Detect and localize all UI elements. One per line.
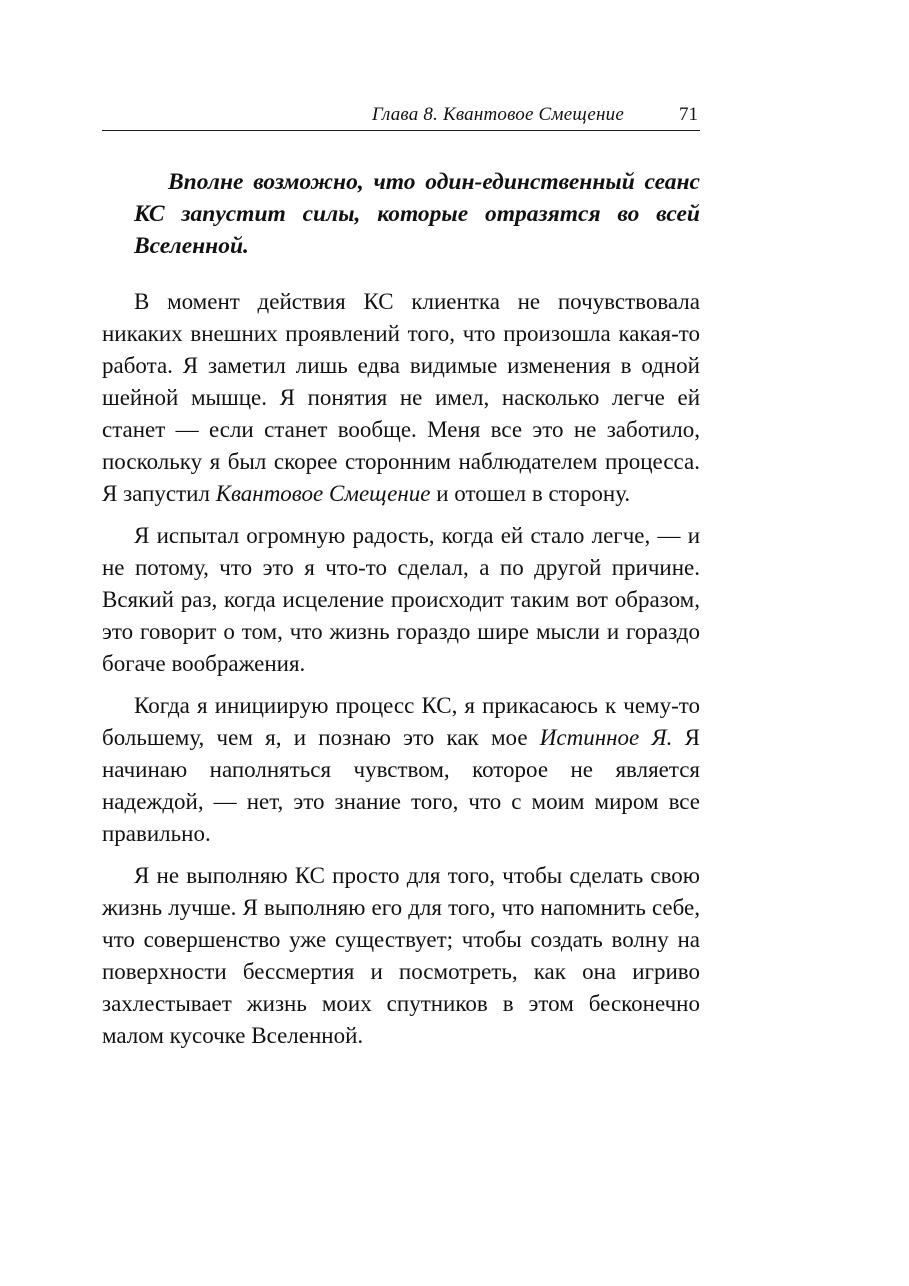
paragraph-3-tail: Я начинаю наполняться чувством, которое не является надеждой, — нет, это знание того, что с моим миром все правильно. bbox=[102, 725, 700, 846]
page-number: 71 bbox=[679, 104, 698, 125]
running-header bbox=[102, 100, 700, 131]
paragraph-4 bbox=[102, 860, 700, 1052]
paragraph-1-tail: и отошел в сторону. bbox=[430, 481, 631, 506]
paragraph-2 bbox=[102, 520, 700, 680]
paragraph-3-italic: Истинное Я. bbox=[539, 725, 673, 750]
paragraph-4-text: Я не выполняю КС просто для того, чтобы сделать свою жизнь лучше. Я выполняю его для того, что напомнить себе, что совершенство уже существует; чтобы создать волну на поверхности бессмертия и посмотреть, как она игриво захлестывает жизнь моих спутников в этом бесконечно малом кусочке Вселенной. bbox=[102, 863, 700, 1048]
paragraph-1 bbox=[102, 286, 700, 510]
paragraph-1-text: В момент действия КС клиентка не почувствовала никаких внешних проявлений того, что произошла какая-то работа. Я заметил лишь едва видимые изменения в одной шейной мышце. Я понятия не имел, насколько легче ей станет — если станет вообще. Меня все это не заботило, поскольку я был скорее сторонним наблюдателем процесса. Я запустил bbox=[102, 289, 700, 506]
paragraph-2-text: Я испытал огромную радость, когда ей стало легче, — и не потому, что это я что-то сделал, а по другой причине. Всякий раз, когда исцеление происходит таким вот образом, это говорит о том, что жизнь гораздо шире мысли и гораздо богаче воображения. bbox=[102, 523, 700, 676]
paragraph-3 bbox=[102, 690, 700, 850]
body-text bbox=[102, 286, 700, 1062]
epigraph: Вполне возможно, что один-единственный сеанс КС запустит силы, которые отразятся во всей Вселенной. bbox=[134, 169, 700, 259]
chapter-title: Глава 8. Квантовое Смещение bbox=[372, 104, 624, 125]
paragraph-3-text: Когда я инициирую процесс КС, я прикасаюсь к чему-то большему, чем я, и познаю это как мое bbox=[102, 693, 700, 750]
paragraph-1-italic: Квантовое Смещение bbox=[215, 481, 431, 506]
